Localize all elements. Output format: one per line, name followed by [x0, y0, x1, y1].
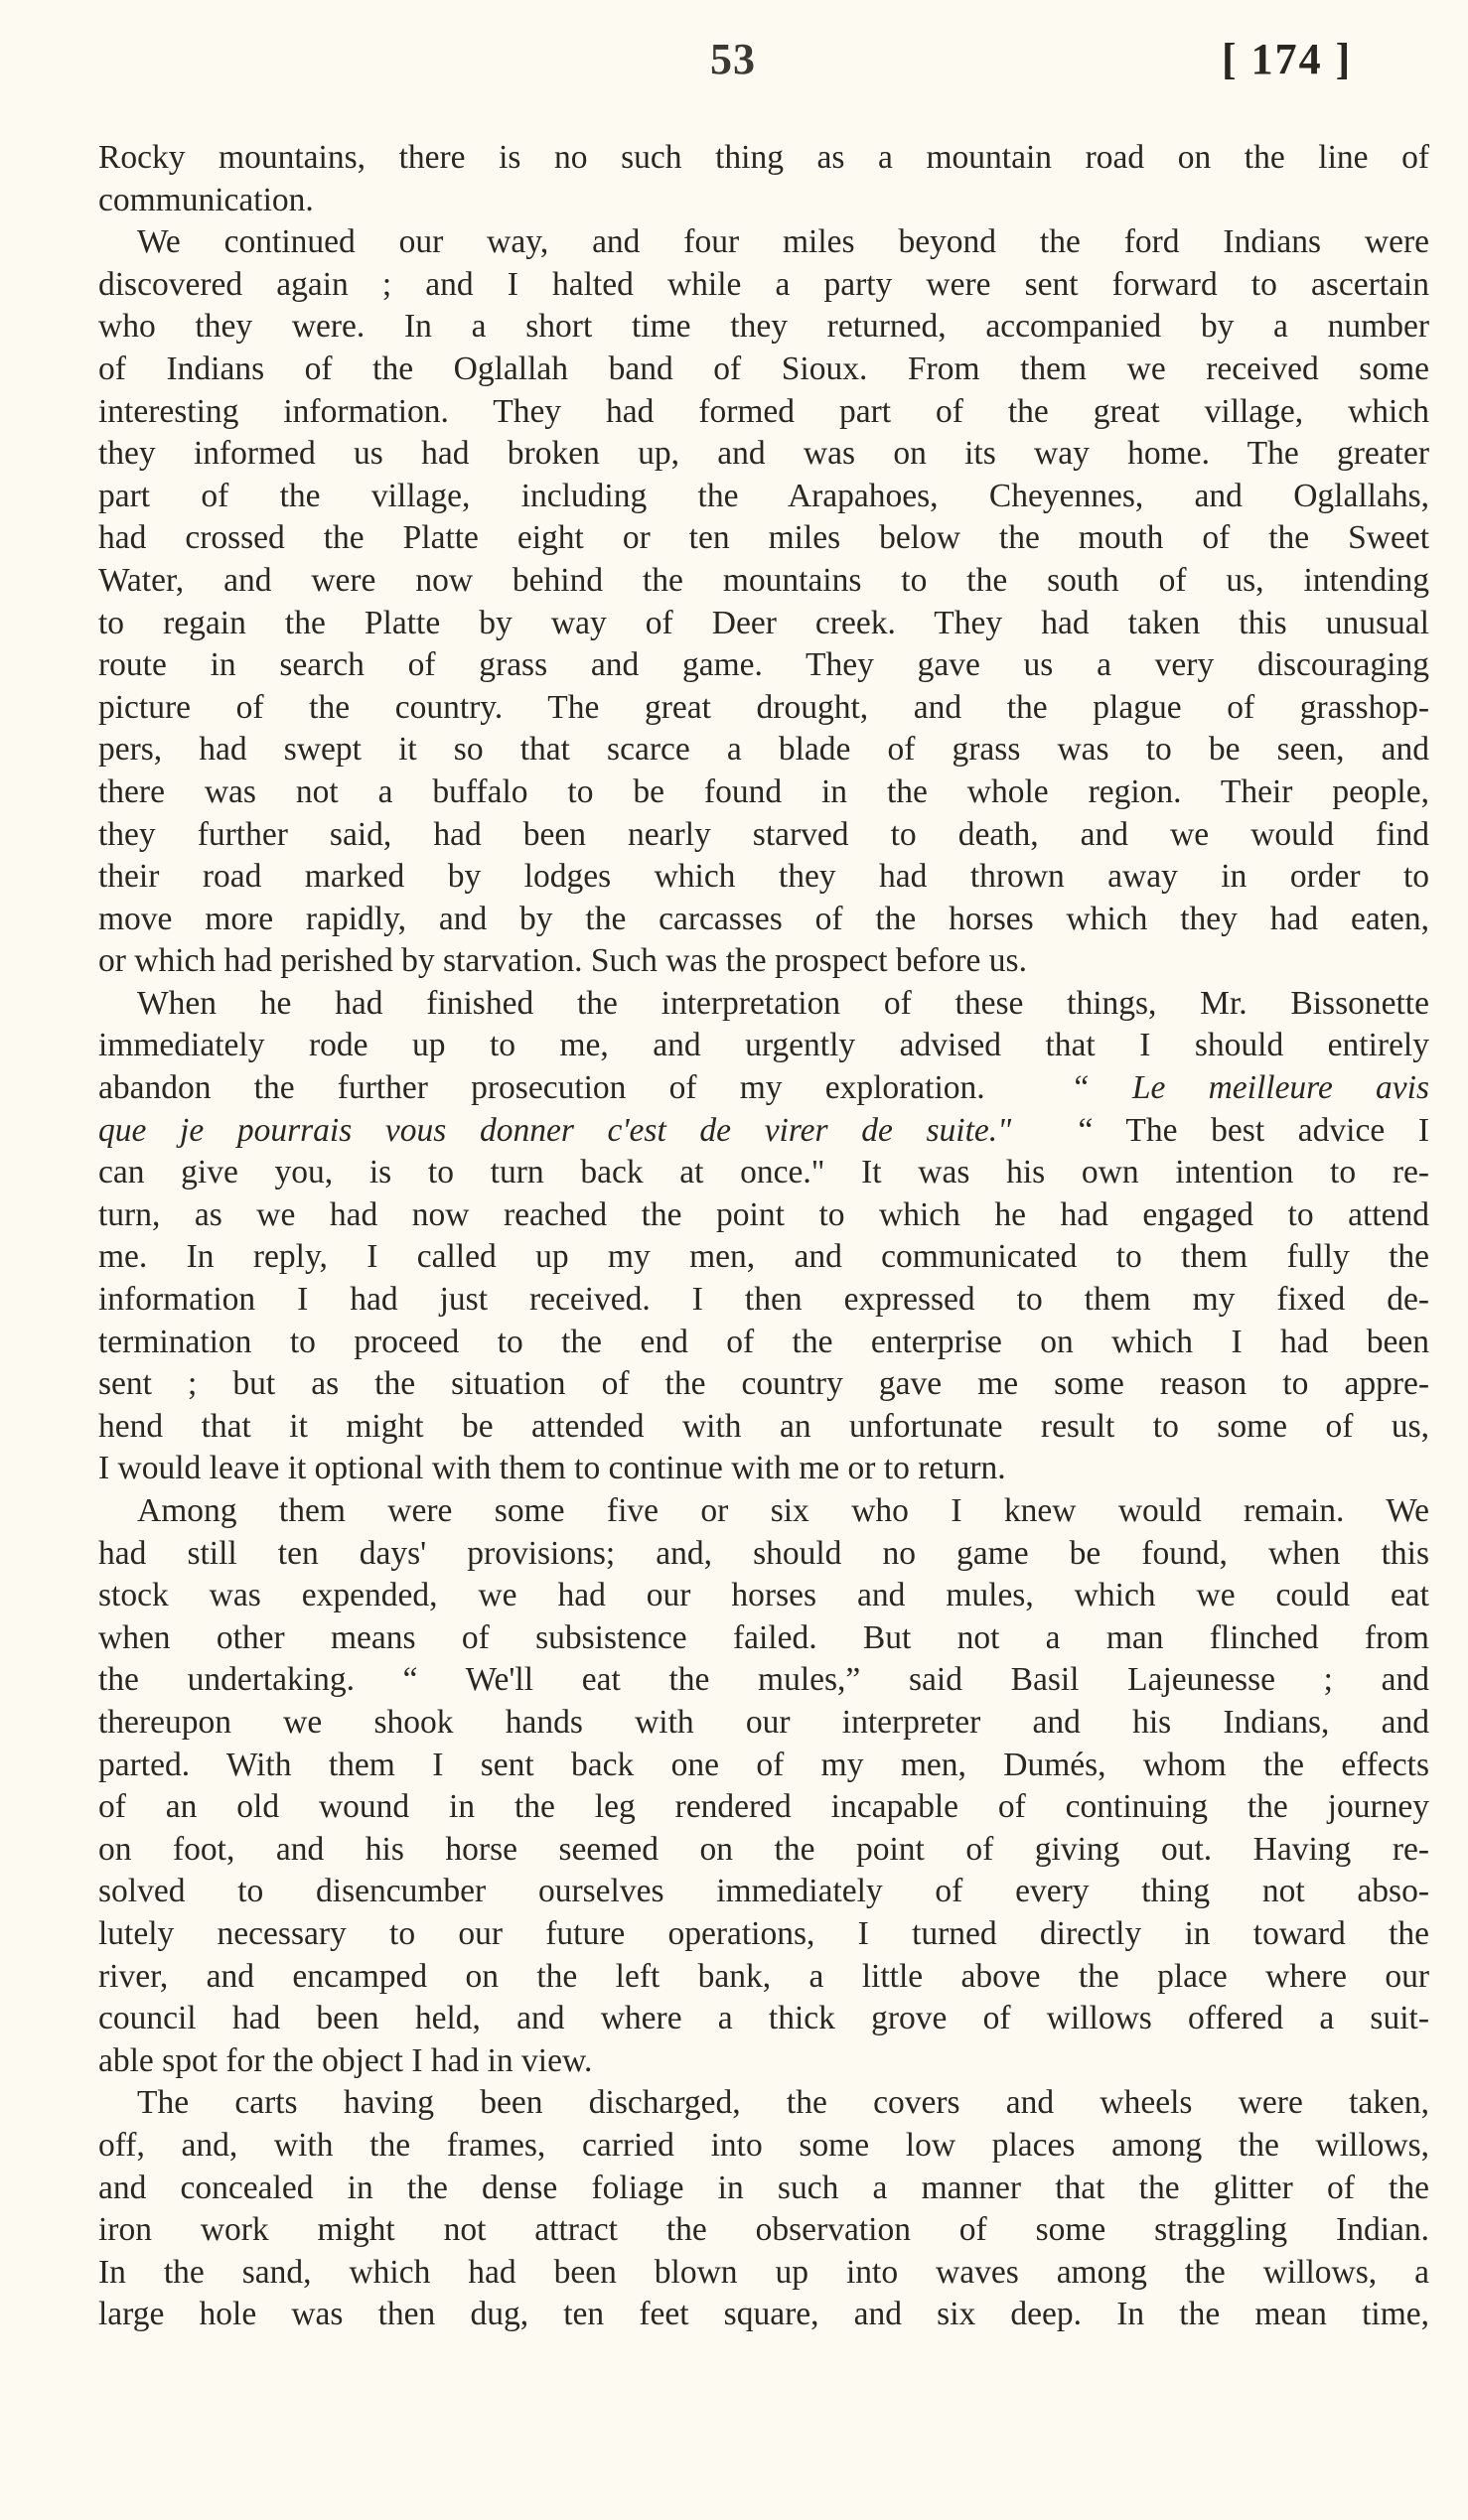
text-line: council had been held, and where a thick grove of willows offered a suit- [98, 2000, 1429, 2037]
text-line-with-quote [98, 1067, 1429, 1110]
text-line: had crossed the Platte eight or ten miles below the mouth of the Sweet [98, 519, 1429, 557]
text-line: iron work might not attract the observation of some straggling Indian. [98, 2211, 1429, 2249]
text-line: stock was expended, we had our horses and mules, which we could eat [98, 1577, 1429, 1614]
text-line: information I had just received. I then expressed to them my fixed de- [98, 1281, 1429, 1319]
french-quote-start: “ Le meilleure avis [1071, 1069, 1430, 1107]
text-line: solved to disencumber ourselves immediately of every thing not abso- [98, 1873, 1429, 1910]
text-line: lutely necessary to our future operations, I turned directly in toward the [98, 1914, 1429, 1952]
text-line: Among them were some five or six who I knew would remain. We [137, 1492, 1429, 1529]
text-line: large hole was then dug, ten feet square, and six deep. In the mean time, [98, 2296, 1429, 2333]
page-number: 53 [710, 35, 756, 83]
text-line: immediately rode up to me, and urgently advised that I should entirely [98, 1027, 1429, 1064]
paragraph-2 [98, 221, 1429, 983]
text-line: pers, had swept it so that scarce a blade of grass was to be seen, and [98, 731, 1429, 769]
text-line: part of the village, including the Arapahoes, Cheyennes, and Oglallahs, [98, 477, 1429, 514]
text-line: We continued our way, and four miles beyond the ford Indians were [137, 223, 1429, 261]
text-line: communication. [98, 181, 314, 218]
text-line: termination to proceed to the end of the enterprise on which I had been [98, 1323, 1429, 1360]
text-line: the undertaking. “ We'll eat the mules,” said Basil Lajeunesse ; and [98, 1661, 1429, 1699]
text-line: who they were. In a short time they returned, accompanied by a number [98, 308, 1429, 346]
text-line: turn, as we had now reached the point to which he had engaged to attend [98, 1195, 1429, 1233]
text-line: move more rapidly, and by the carcasses of the horses which they had eaten, [98, 900, 1429, 937]
text-line: sent ; but as the situation of the country gave me some reason to appre- [98, 1365, 1429, 1403]
text-line: they informed us had broken up, and was on its way home. The greater [98, 435, 1429, 473]
text-line: able spot for the object I had in view. [98, 2041, 593, 2079]
body-text [98, 137, 1429, 2336]
text-line: and concealed in the dense foliage in such a manner that the glitter of the [98, 2169, 1429, 2206]
text-line: to regain the Platte by way of Deer creek. They had taken this unusual [98, 604, 1429, 641]
text-line: had still ten days' provisions; and, should no game be found, when this [98, 1534, 1429, 1572]
text-line: there was not a buffalo to be found in the whole region. Their people, [98, 772, 1429, 810]
text-line: parted. With them I sent back one of my men, Dumés, whom the effects [98, 1746, 1429, 1783]
text-line: When he had finished the interpretation of these things, Mr. Bissonette [137, 984, 1429, 1022]
paragraph-1 [98, 137, 1429, 221]
french-quote-end: que je pourrais vous donner c'est de virer de suite." [98, 1111, 1012, 1149]
text-segment: “ The best advice I [1078, 1111, 1429, 1149]
text-line: thereupon we shook hands with our interpreter and his Indians, and [98, 1703, 1429, 1741]
paragraph-4 [98, 1490, 1429, 2082]
text-line: Water, and were now behind the mountains to the south of us, intending [98, 561, 1429, 599]
text-line: In the sand, which had been blown up into waves among the willows, a [98, 2253, 1429, 2291]
text-line: their road marked by lodges which they had thrown away in order to [98, 858, 1429, 896]
text-line: me. In reply, I called up my men, and communicated to them fully the [98, 1238, 1429, 1276]
text-line: route in search of grass and game. They gave us a very discouraging [98, 646, 1429, 684]
text-line: Rocky mountains, there is no such thing as a mountain road on the line of [98, 139, 1429, 176]
text-line: they further said, had been nearly starved to death, and we would find [98, 815, 1429, 853]
text-line: The carts having been discharged, the covers and wheels were taken, [137, 2084, 1429, 2122]
text-line: interesting information. They had formed part of the great village, which [98, 392, 1429, 430]
text-line: off, and, with the frames, carried into some low places among the willows, [98, 2126, 1429, 2164]
document-number: [ 174 ] [1222, 35, 1353, 83]
text-line: I would leave it optional with them to continue with me or to return. [98, 1450, 1006, 1487]
text-line: picture of the country. The great drought, and the plague of grasshop- [98, 688, 1429, 726]
text-line: when other means of subsistence failed. But not a man flinched from [98, 1618, 1429, 1656]
text-line: of Indians of the Oglallah band of Sioux. From them we received some [98, 350, 1429, 387]
paragraph-5 [98, 2082, 1429, 2336]
text-line: can give you, is to turn back at once." It was his own intention to re- [98, 1154, 1429, 1191]
text-line: hend that it might be attended with an unfortunate result to some of us, [98, 1407, 1429, 1445]
text-line: discovered again ; and I halted while a party were sent forward to ascertain [98, 265, 1429, 303]
paragraph-3 [98, 983, 1429, 1490]
text-segment: abandon the further prosecution of my exploration. [98, 1069, 985, 1107]
text-line: river, and encamped on the left bank, a little above the place where our [98, 1957, 1429, 1995]
text-line: of an old wound in the leg rendered incapable of continuing the journey [98, 1788, 1429, 1826]
text-line: on foot, and his horse seemed on the point of giving out. Having re- [98, 1830, 1429, 1868]
text-line: or which had perished by starvation. Such was the prospect before us. [98, 942, 1027, 980]
text-line-with-quote [98, 1110, 1429, 1153]
